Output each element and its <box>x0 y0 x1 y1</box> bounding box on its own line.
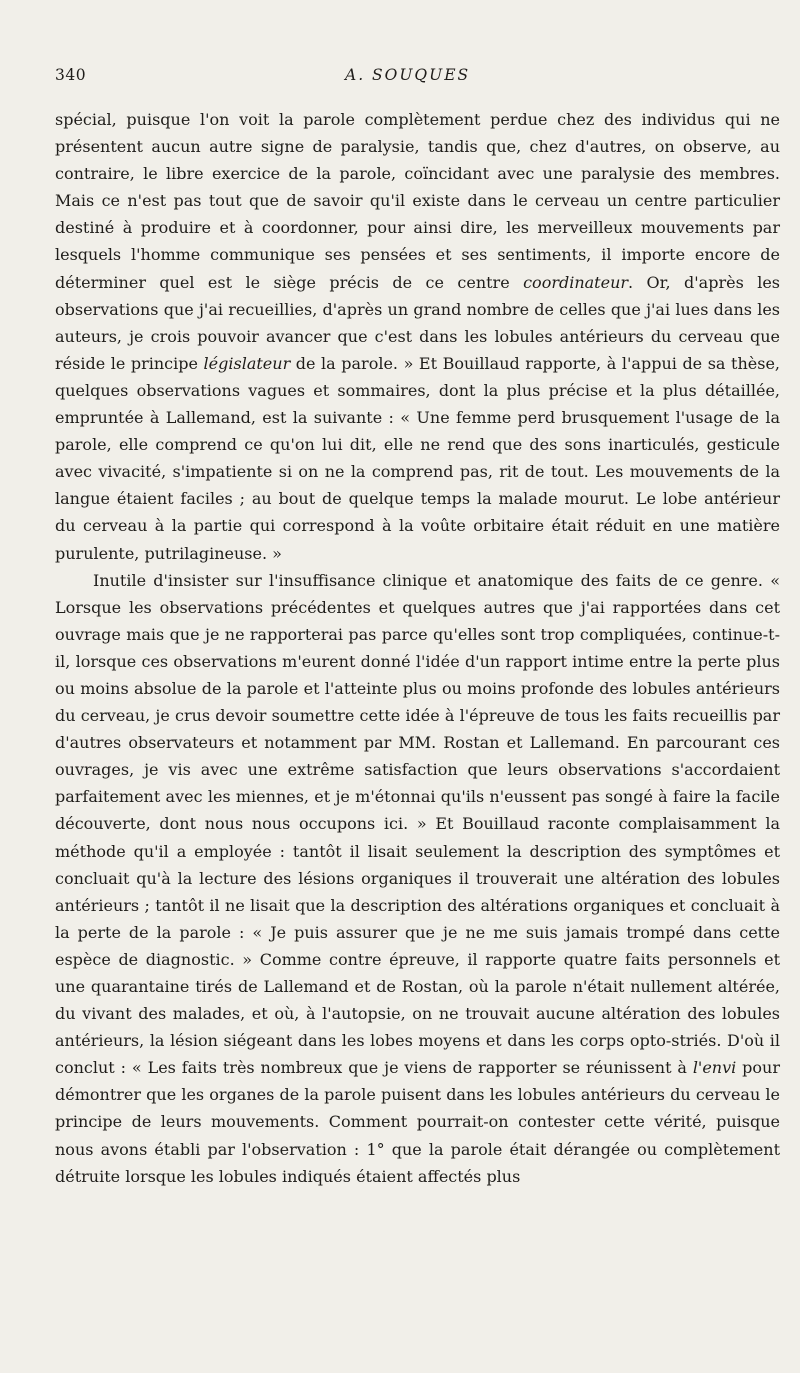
text-run: de la parole. » Et Bouillaud rapporte, à l'appui de sa thèse, quelques observations vagues et sommaires, dont la plus précise et la plus détaillée, empruntée à Lallemand, est la suivante : « Une femme perd brusquement l'usage de la parole, elle comprend ce qu'on lui dit, elle ne rend que des sons inarticulés, gesticule avec vivacité, s'impatiente si on ne la comprend pas, rit de tout. Les mouvements de la langue étaient faciles ; au bout de quelque temps la malade mourut. Le lobe antérieur du cerveau à la partie qui correspond à la voûte orbitaire était réduit en une matière purulente, putrilagineuse. » <box>55 353 781 563</box>
italic-term: législateur <box>203 353 291 373</box>
page-number: 340 <box>55 66 87 84</box>
italic-term: l'envi <box>692 1058 737 1078</box>
text-run: . Or, d'après les observations que j'ai recueillies, d'après un grand nombre de celles que j'ai lues dans les auteurs, je crois pouvoir avancer que c'est dans les lobules antérieurs du cerveau que réside le principe <box>55 272 780 373</box>
body-text <box>55 106 780 1190</box>
italic-term: coordinateur <box>523 272 629 292</box>
running-head: A. SOUQUES <box>345 66 471 84</box>
text-run: spécial, puisque l'on voit la parole complètement perdue chez des individus qui ne présentent aucun autre signe de paralysie, tandis que, chez d'autres, on observe, au contraire, le libre exercice de la parole, coïncidant avec une paralysie des membres. Mais ce n'est pas tout que de savoir qu'il existe dans le cerveau un centre particulier destiné à produire et à coordonner, pour ainsi dire, les merveilleux mouvements par lesquels l'homme communique ses pensées et ses sentiments, il importe encore de déterminer quel est le siège précis de ce centre <box>55 110 780 292</box>
page-header <box>55 66 780 96</box>
paragraph-2 <box>55 567 780 1190</box>
text-run: Inutile d'insister sur l'insuffisance clinique et anatomique des faits de ce genre. « Lorsque les observations précédentes et quelques autres que j'ai rapportées dans cet ouvrage mais que je ne rapporterai pas parce qu'elles sont trop compliquées, continue-t-il, lorsque ces observations m'eurent donné l'idée d'un rapport intime entre la perte plus ou moins absolue de la parole et l'atteinte plus ou moins profonde des lobules antérieurs du cerveau, je crus devoir soumettre cette idée à l'épreuve de tous les faits recueillis par d'autres observateurs et notamment par MM. Rostan et Lallemand. En parcourant ces ouvrages, je vis avec une extrême satisfaction que leurs observations s'accordaient parfaitement avec les miennes, et je m'étonnai qu'ils n'eussent pas songé à faire la facile découverte, dont nous nous occupons ici. » Et Bouillaud raconte complaisamment la méthode qu'il a employée : tantôt il lisait seulement la description des symptômes et concluait qu'à la lecture des lésions organiques il trouverait une altération des lobules antérieurs ; tantôt il ne lisait que la description des altérations organiques et concluait à la perte de la parole : « Je puis assurer que je ne me suis jamais trompé dans cette espèce de diagnostic. » Comme contre épreuve, il rapporte quatre faits personnels et une quarantaine tirés de Lallemand et de Rostan, où la parole n'était nullement altérée, du vivant des malades, et où, à l'autopsie, on ne trouvait aucune altération des lobules antérieurs, la lésion siégeant dans les lobes moyens et dans les corps opto-striés. D'où il conclut : « Les faits très nombreux que je viens de rapporter se réunissent à <box>55 570 780 1078</box>
text-run: pour démontrer que les organes de la parole puisent dans les lobules antérieurs du cerveau le principe de leurs mouvements. Comment pourrait-on contester cette vérité, puisque nous avons établi par l'observation : 1° que la parole était dérangée ou complètement détruite lorsque les lobules indiqués étaient affectés plus <box>55 1058 780 1186</box>
paragraph-1 <box>55 106 780 567</box>
